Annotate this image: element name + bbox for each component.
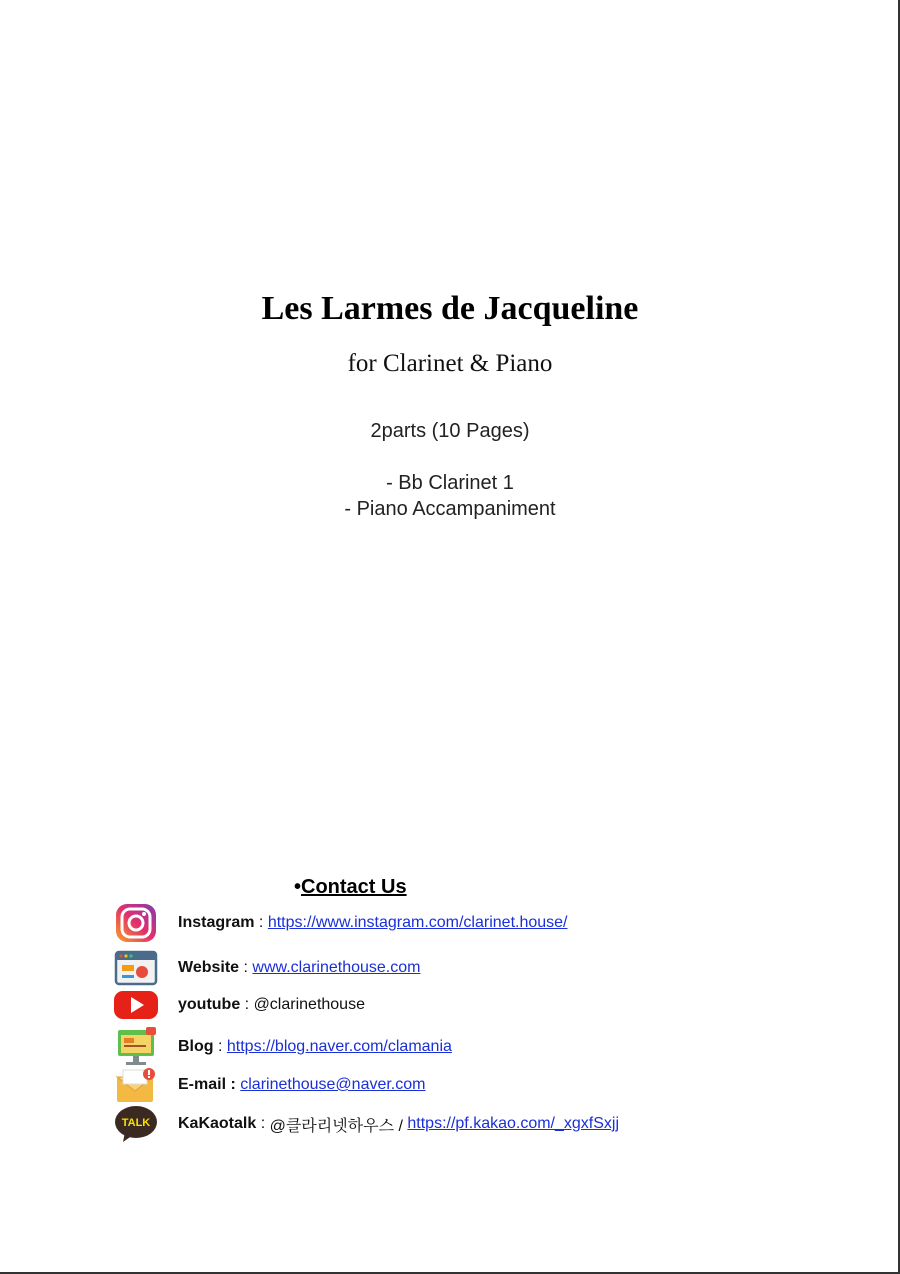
contact-blog <box>112 1027 452 1067</box>
contact-label: KaKaotalk <box>178 1115 257 1132</box>
contact-label: E-mail : <box>178 1076 236 1093</box>
kakao-badge-text: TALK <box>121 1117 151 1129</box>
separator: : <box>240 996 254 1013</box>
separator: : <box>254 914 268 931</box>
part-item: - Piano Accampaniment <box>344 498 556 520</box>
parts-list <box>0 470 900 522</box>
contact-heading <box>294 876 407 899</box>
instagram-icon <box>112 903 160 943</box>
document-subtitle: for Clarinet & Piano <box>347 350 553 377</box>
contact-label: Blog <box>178 1038 214 1055</box>
contact-email <box>112 1065 425 1105</box>
contact-heading-text: Contact Us <box>301 876 407 898</box>
website-icon <box>112 948 160 988</box>
youtube-icon <box>112 985 160 1025</box>
email-link[interactable]: clarinethouse@naver.com <box>240 1076 426 1093</box>
youtube-handle: @clarinethouse <box>253 996 365 1013</box>
bullet: • <box>294 876 302 898</box>
document-title: Les Larmes de Jacqueline <box>261 290 639 327</box>
contact-label: Instagram <box>178 914 255 931</box>
contact-youtube <box>112 985 365 1025</box>
contact-website <box>112 948 420 988</box>
blog-icon <box>112 1027 160 1067</box>
kakaotalk-icon <box>112 1104 160 1144</box>
contact-kakaotalk <box>112 1104 619 1144</box>
kakaotalk-id: @클라리넷하우스 / <box>269 1117 408 1135</box>
parts-count: 2parts (10 Pages) <box>370 420 530 442</box>
contact-label: Website <box>178 959 240 976</box>
part-item: - Bb Clarinet 1 <box>386 472 514 494</box>
blog-link[interactable]: https://blog.naver.com/clamania <box>226 1038 452 1055</box>
separator: : <box>239 959 253 976</box>
website-link[interactable]: www.clarinethouse.com <box>252 959 421 976</box>
separator: : <box>213 1038 227 1055</box>
contact-instagram <box>112 903 568 943</box>
contact-label: youtube <box>178 996 241 1013</box>
instagram-link[interactable]: https://www.instagram.com/clarinet.house/ <box>267 914 568 931</box>
separator: : <box>256 1115 270 1132</box>
email-icon <box>112 1065 160 1105</box>
kakaotalk-link[interactable]: https://pf.kakao.com/_xgxfSxjj <box>407 1115 620 1132</box>
